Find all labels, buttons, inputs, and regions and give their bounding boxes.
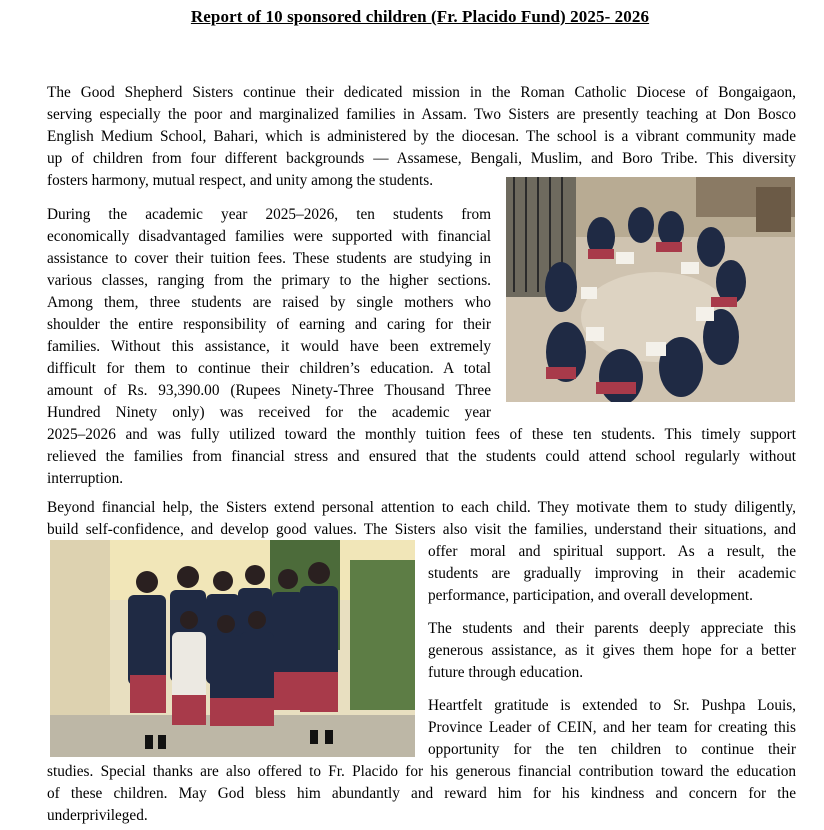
text-line: up of children from four different backgrounds — Assamese, Bengali, Muslim, and Boro Tribe. This diversity bbox=[47, 150, 796, 167]
text-line: Beyond financial help, the Sisters extend personal attention to each child. They motivate them to study diligently, bbox=[47, 499, 796, 516]
text-line: Province Leader of CEIN, and her team for creating this bbox=[428, 719, 796, 736]
text-line: The students and their parents deeply appreciate this bbox=[428, 620, 796, 637]
text-line: of these children. May God bless him abundantly and reward him for his kindness and concern for the bbox=[47, 785, 796, 802]
text-line: Hundred Ninety only) was received for the academic year bbox=[47, 404, 491, 421]
gratitude-paragraph-continued bbox=[47, 761, 796, 827]
text-line: performance, participation, and overall development. bbox=[428, 587, 753, 604]
text-line: difficult for them to continue their children’s education. A total bbox=[47, 360, 491, 377]
gratitude-paragraph bbox=[428, 695, 796, 761]
text-line: build self-confidence, and develop good values. The Sisters also visit the families, understand their situations, and bbox=[47, 521, 796, 538]
attention-paragraph-continued bbox=[428, 541, 796, 607]
text-line: serving especially the poor and marginalized families in Assam. Two Sisters are presently teaching at Don Bosco bbox=[47, 106, 796, 123]
text-line: interruption. bbox=[47, 470, 124, 487]
text-line: During the academic year 2025–2026, ten students from bbox=[47, 206, 491, 223]
attention-paragraph bbox=[47, 497, 796, 541]
text-line: students are gradually improving in their academic bbox=[428, 565, 796, 582]
text-line: Heartfelt gratitude is extended to Sr. Pushpa Louis, bbox=[428, 697, 796, 714]
text-line: shoulder the entire responsibility of earning and caring for their bbox=[47, 316, 491, 333]
sponsorship-paragraph bbox=[47, 204, 491, 424]
text-line: relieved the families from financial stress and ensured that the students could attend school regularly without bbox=[47, 448, 796, 465]
text-line: Among them, three students are raised by single mothers who bbox=[47, 294, 491, 311]
classroom-photo bbox=[506, 177, 795, 402]
intro-paragraph bbox=[47, 82, 796, 192]
text-line: various classes, ranging from the primary to the higher sections. bbox=[47, 272, 491, 289]
text-line: fosters harmony, mutual respect, and unity among the students. bbox=[47, 172, 434, 189]
text-line: amount of Rs. 93,390.00 (Rupees Ninety-Three Thousand Three bbox=[47, 382, 491, 399]
text-line: studies. Special thanks are also offered to Fr. Placido for his generous financial contribution toward the education bbox=[47, 763, 796, 780]
text-line: underprivileged. bbox=[47, 807, 148, 824]
text-line: families. Without this assistance, it would have been extremely bbox=[47, 338, 491, 355]
text-line: 2025–2026 and was fully utilized toward the monthly tuition fees of these ten students. This timely support bbox=[47, 426, 796, 443]
page-title: Report of 10 sponsored children (Fr. Placido Fund) 2025- 2026 bbox=[190, 7, 650, 26]
appreciation-paragraph bbox=[428, 618, 796, 684]
text-line: economically disadvantaged families were supported with financial bbox=[47, 228, 491, 245]
text-line: generous assistance, as it gives them hope for a better bbox=[428, 642, 796, 659]
text-line: assistance to cover their tuition fees. These students are studying in bbox=[47, 250, 491, 267]
sponsorship-paragraph-continued bbox=[47, 424, 796, 490]
text-line: English Medium School, Bahari, which is administered by the diocesan. The school is a vibrant community made bbox=[47, 128, 796, 145]
text-line: future through education. bbox=[428, 664, 584, 681]
text-line: opportunity for the ten children to continue their bbox=[428, 741, 796, 758]
text-line: The Good Shepherd Sisters continue their dedicated mission in the Roman Catholic Diocese of Bongaigaon, bbox=[47, 84, 796, 101]
text-line: offer moral and spiritual support. As a result, the bbox=[428, 543, 796, 560]
group-photo bbox=[50, 540, 415, 757]
